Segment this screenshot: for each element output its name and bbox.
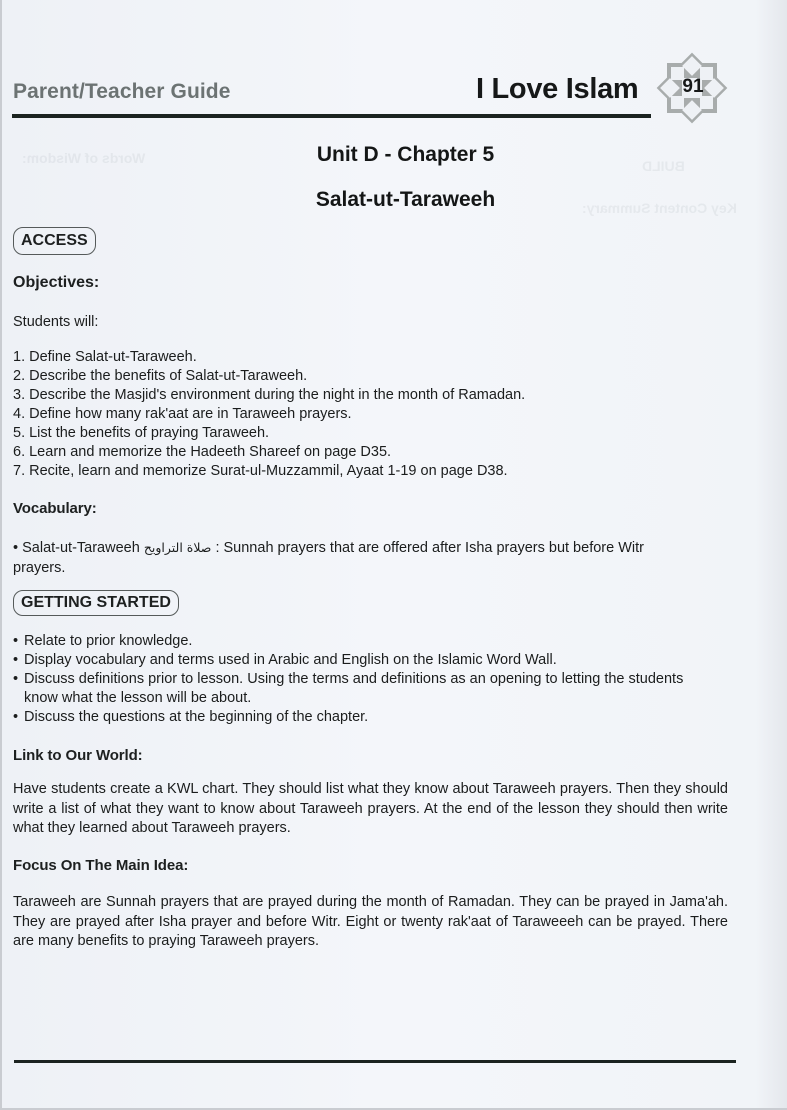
bleed-through-text: BUILD (642, 158, 685, 174)
header-rule-right (436, 114, 651, 118)
footer-rule (14, 1060, 736, 1063)
page-number: 91 (682, 76, 704, 97)
header-rule (12, 114, 436, 118)
bullet: • (13, 540, 23, 556)
bleed-through-text: Key Content Summary: (582, 200, 737, 216)
vocabulary-definition: : Sunnah prayers that are offered after Isha prayers but before Witr prayers. (13, 540, 644, 576)
chapter-title: Salat-ut-Taraweeh (315, 188, 496, 211)
vocabulary-arabic: صلاة التراويح (143, 540, 212, 555)
unit-title: Unit D - Chapter 5 (316, 143, 495, 166)
getting-started-item: • Discuss definitions prior to lesson. Using the terms and definitions as an opening to letting the students know what the lesson will be about. (13, 670, 703, 708)
getting-started-item: • Discuss the questions at the beginning of the chapter. (13, 708, 703, 727)
access-badge: ACCESS (13, 227, 96, 255)
objectives-intro: Students will: (13, 314, 99, 330)
vocabulary-heading: Vocabulary: (13, 500, 97, 517)
objective-item: 7. Recite, learn and memorize Surat-ul-Muzzammil, Ayaat 1-19 on page D38. (13, 463, 508, 479)
link-to-world-text: Have students create a KWL chart. They should list what they know about Taraweeh prayers. Then they should write a list of what they want to know about Taraweeh prayers. At the end of the lesson they should then write what they learned about Taraweeh prayers. (13, 781, 728, 836)
objective-item: 4. Define how many rak'aat are in Taraweeh prayers. (13, 406, 352, 422)
bleed-through-text: Words of Wisdom: (22, 150, 146, 166)
objective-item: 5. List the benefits of praying Taraweeh. (13, 425, 270, 441)
getting-started-item: • Relate to prior knowledge. (13, 632, 703, 651)
book-title: I Love Islam (476, 73, 639, 105)
vocabulary-term: Salat-ut-Taraweeh (22, 540, 140, 556)
objectives-list (13, 348, 525, 481)
main-idea-text: Taraweeh are Sunnah prayers that are prayed during the month of Ramadan. They can be prayed in Jama'ah. They are prayed after Isha prayer and before Witr. Eight or twenty rak'aat of Taraweeeh can be prayed. There are many benefits to praying Taraweeh prayers. (13, 894, 728, 949)
vocabulary-entry (13, 538, 693, 578)
objectives-heading: Objectives: (13, 274, 100, 291)
getting-started-badge: GETTING STARTED (13, 590, 179, 616)
main-idea-heading: Focus On The Main Idea: (13, 857, 189, 874)
guide-label: Parent/Teacher Guide (13, 80, 231, 103)
getting-started-list (13, 632, 703, 727)
objective-item: 2. Describe the benefits of Salat-ut-Taraweeh. (13, 368, 308, 384)
objective-item: 6. Learn and memorize the Hadeeth Shareef on page D35. (13, 444, 392, 460)
getting-started-item: • Display vocabulary and terms used in Arabic and English on the Islamic Word Wall. (13, 651, 703, 670)
objective-item: 3. Describe the Masjid's environment during the night in the month of Ramadan. (13, 387, 526, 403)
objective-item: 1. Define Salat-ut-Taraweeh. (13, 349, 197, 365)
link-to-world-heading: Link to Our World: (13, 747, 143, 764)
